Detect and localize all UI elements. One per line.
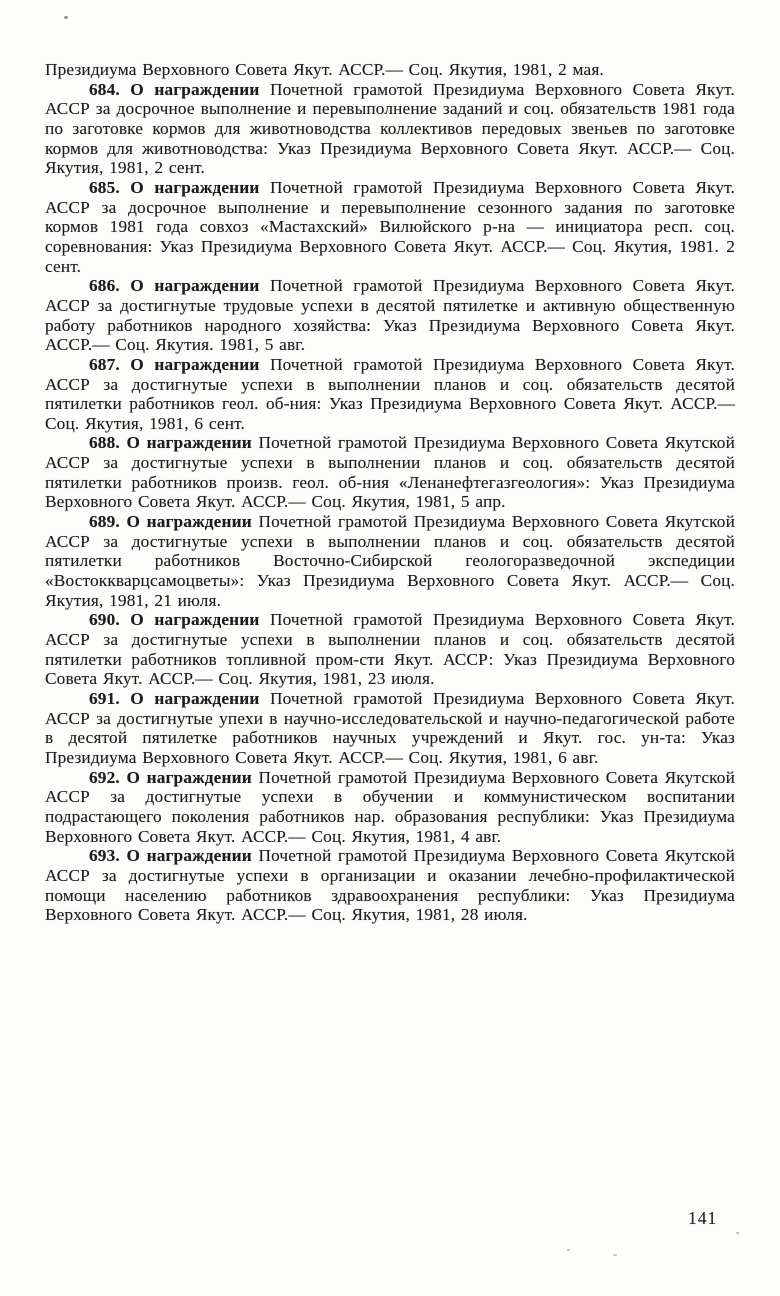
paragraph-continuation: [45, 60, 735, 80]
page-number: 141: [688, 1208, 718, 1228]
entry-heading: О награждении: [119, 512, 252, 532]
entry-number: 686.: [89, 276, 120, 296]
catalog-entry-693: [45, 846, 735, 925]
entry-heading: О награждении: [119, 846, 252, 866]
catalog-entry-686: [45, 276, 735, 355]
entry-number: 692.: [89, 767, 120, 787]
entry-text: Почетной грамотой Президиума Верховного Совета Якут. АССР за достигнутые успехи в выполнении планов и соц. обязательств десятой пятилетки работников геол. об-ния: Указ Президиума Верховного Совета Якут. АССР.— Соц. Якутия, 1981, 6 сент.: [45, 354, 735, 433]
entry-number: 690.: [89, 610, 120, 630]
entry-heading: О награждении: [119, 767, 252, 787]
entry-text: Почетной грамотой Президиума Верховного Совета Якут. АССР за досрочное выполнение и перевыполнение сезонного задания по заготовке кормов 1981 года совхоз «Мастахский» Вилюйского р-на — инициатора респ. соц. соревнования: Указ Президиума Верховного Совета Якут. АССР.— Соц. Якутия, 1981. 2 сент.: [45, 177, 735, 276]
entry-number: 684.: [89, 79, 120, 99]
entry-heading: О награждении: [119, 276, 260, 296]
entry-text: Почетной грамотой Президиума Верховного Совета Якут. АССР за достигнутые трудовые успехи в десятой пятилетке и активную общественную работу работников народного хозяйства: Указ Президиума Верховного Совета Якут. АССР.— Соц. Якутия. 1981, 5 авг.: [45, 276, 735, 355]
scan-speck: [613, 1254, 617, 1256]
entry-heading: О награждении: [119, 354, 260, 374]
entry-heading: О награждении: [119, 177, 260, 197]
entry-number: 687.: [89, 354, 120, 374]
catalog-entry-684: [45, 80, 735, 178]
entry-number: 685.: [89, 177, 120, 197]
entry-number: 691.: [89, 689, 120, 708]
entry-number: 689.: [89, 512, 120, 532]
entry-text: Почетной грамотой Президиума Верховного Совета Якутской АССР за достигнутые успехи в выполнении планов и соц. обязательств десятой пятилетки работников Восточно-Сибирской геологоразведочной экспедиции «Востоккварцсамоцветы»: Указ Президиума Верховного Совета Якут. АССР.— Соц. Якутия, 1981, 21 июля.: [45, 512, 735, 610]
scan-speck: [736, 1232, 739, 1234]
scan-speck: [567, 1249, 570, 1251]
catalog-entry-685: [45, 178, 735, 276]
entry-text: Почетной грамотой Президиума Верховного Совета Якут. АССР за досрочное выполнение и перевыполнение заданий и соц. обязательств 1981 года по заготовке кормов для животноводства коллективов передовых звеньев по заготовке кормов для животноводства: Указ Президиума Верховного Совета Якут. АССР.— Соц. Якутия, 1981, 2 сент.: [45, 79, 735, 178]
entry-heading: О награждении: [119, 610, 260, 630]
entry-number: 693.: [89, 846, 120, 866]
catalog-entry-687: [45, 355, 735, 434]
entry-text: Почетной грамотой Президиума Верховного Совета Якут. АССР за достигнутые упехи в научно-исследовательской и научно-педагогической работе в десятой пятилетке работников научных учреждений и Якут. гос. ун-та: Указ Президиума Верховного Совета Якут. АССР.— Соц. Якутия, 1981, 6 авг.: [45, 689, 735, 767]
entry-number: 688.: [89, 433, 120, 453]
entry-heading: О награждении: [119, 689, 260, 708]
scan-speck: [64, 16, 68, 19]
catalog-entry-692: [45, 768, 735, 847]
entry-heading: О награждении: [119, 433, 252, 453]
entry-text: Почетной грамотой Президиума Верховного Совета Якут. АССР за достигнутые успехи в выполнении планов и соц. обязательств десятой пятилетки работников топливной пром-сти Якут. АССР: Указ Президиума Верховного Совета Якут. АССР.— Соц. Якутия, 1981, 23 июля.: [45, 610, 735, 689]
entry-text: Почетной грамотой Президиума Верховного Совета Якутской АССР за достигнутые успехи в организации и оказании лечебно-профилактической помощи населению работников здравоохранения республики: Указ Президиума Верховного Совета Якут. АССР.— Соц. Якутия, 1981, 28 июля.: [45, 846, 735, 925]
entry-text: Почетной грамотой Президиума Верховного Совета Якутской АССР за достигнутые успехи в обучении и коммунистическом воспитании подрастающего поколения работников нар. образования республики: Указ Президиума Верховного Совета Якут. АССР.— Соц. Якутия, 1981, 4 авг.: [45, 767, 735, 846]
entry-text: Почетной грамотой Президиума Верховного Совета Якутской АССР за достигнутые успехи в выполнении планов и соц. обязательств десятой пятилетки работников произв. геол. об-ния «Ленанефтегазгеология»: Указ Президиума Верховного Совета Якут. АССР.— Соц. Якутия, 1981, 5 апр.: [45, 433, 735, 512]
catalog-entry-689: [45, 512, 735, 610]
text-block: [45, 60, 735, 925]
catalog-entry-688: [45, 433, 735, 512]
catalog-entry-690: [45, 610, 735, 689]
continuation-text: Президиума Верховного Совета Якут. АССР.— Соц. Якутия, 1981, 2 мая.: [45, 60, 604, 79]
catalog-entry-691: [45, 689, 735, 768]
entry-heading: О награждении: [119, 79, 260, 99]
